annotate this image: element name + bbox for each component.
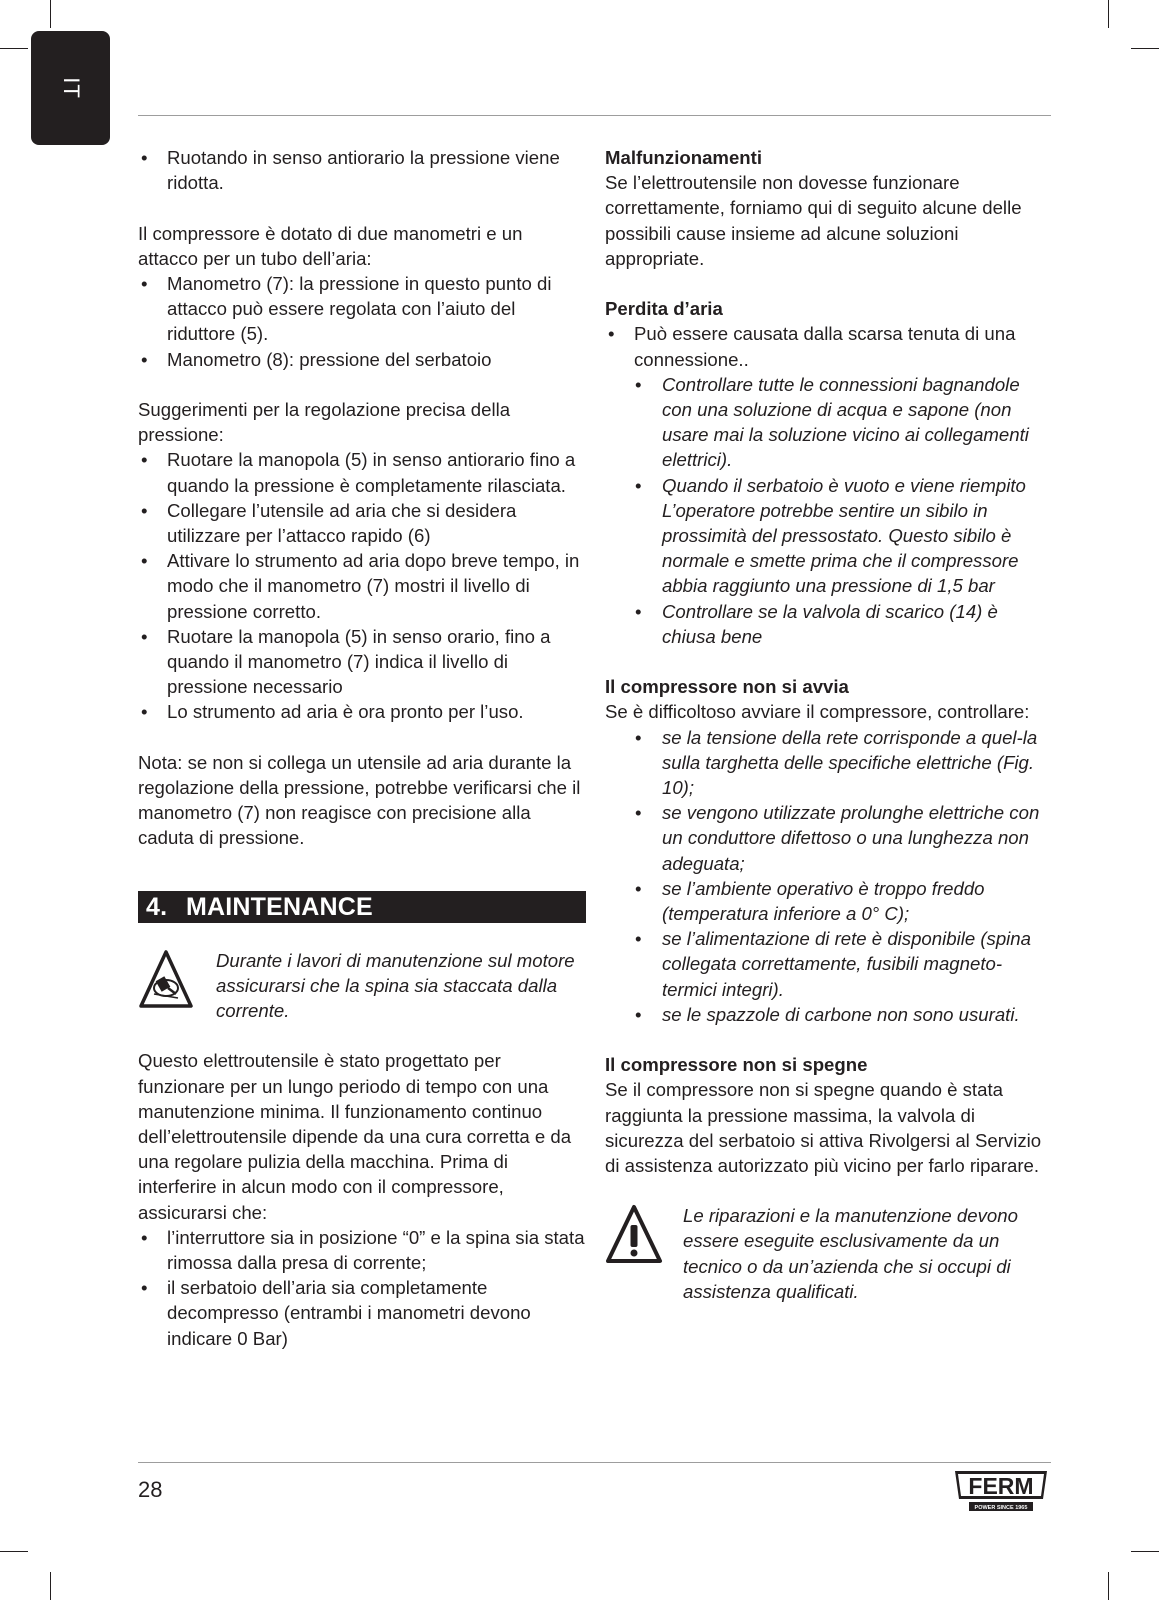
crop-mark — [0, 48, 28, 49]
no-start-sub-list — [605, 725, 1051, 1027]
tips-bullet-list — [138, 447, 586, 724]
crop-mark — [1108, 0, 1109, 28]
footer-rule — [138, 1462, 1051, 1463]
list-item: • se l’ambiente operativo è troppo freddo (temperatura inferiore a 0° C); — [605, 876, 1051, 926]
crop-mark — [1131, 48, 1159, 49]
list-item: • Collegare l’utensile ad aria che si desidera utilizzare per l’attacco rapido (6) — [138, 498, 586, 548]
air-leak-heading: Perdita d’aria — [605, 298, 723, 320]
list-item: • se l’alimentazione di rete è disponibile (spina collegata correttamente, fusibili magneto-termici integri). — [605, 926, 1051, 1002]
list-item: • Manometro (7): la pressione in questo punto di attacco può essere regolata con l’aiuto del riduttore (5). — [138, 271, 586, 347]
list-item: • Ruotare la manopola (5) in senso orario, fino a quando il manometro (7) indica il livello di pressione necessario — [138, 624, 586, 700]
list-item: • Ruotare la manopola (5) in senso antiorario fino a quando la pressione è completamente rilasciata. — [138, 447, 586, 497]
air-leak-list — [605, 321, 1051, 371]
unplug-warning-text: Durante i lavori di manutenzione sul motore assicurarsi che la spina sia staccata dalla corrente. — [216, 949, 575, 1022]
list-item: • se vengono utilizzate prolunghe elettriche con un conduttore difettoso o una lunghezza non adeguata; — [605, 800, 1051, 876]
list-item: • se le spazzole di carbone non sono usurati. — [605, 1002, 1051, 1027]
gauges-bullet-list — [138, 271, 586, 372]
no-stop-paragraph: Se il compressore non si spegne quando è stata raggiunta la pressione massima, la valvola di sicurezza del serbatoio si attiva Rivolgersi al Servizio di assistenza autorizzato più vicino per farlo riparare. — [605, 1079, 1042, 1177]
note-paragraph: Nota: se non si collega un utensile ad aria durante la regolazione della pressione, potrebbe verificarsi che il manometro (7) non reagisce con precisione alla caduta di pressione. — [138, 751, 581, 849]
header-rule — [138, 115, 1051, 116]
repair-warning-block — [605, 1203, 1051, 1304]
list-item: • Manometro (8): pressione del serbatoio — [138, 347, 586, 372]
maintenance-paragraph: Questo elettroutensile è stato progettato per funzionare per un lungo periodo di tempo con una manutenzione minima. Il funzionamento continuo dell’elettroutensile dipende da una cura corretta e da una regolare pulizia della macchina. Prima di interferire in alcun modo con il compressore, assicurarsi che: — [138, 1050, 572, 1223]
section-number: 4. — [146, 892, 168, 921]
list-item: • Controllare se la valvola di scarico (14) è chiusa bene — [605, 599, 1051, 649]
crop-mark — [1131, 1551, 1159, 1552]
gauges-intro: Il compressore è dotato di due manometri e un attacco per un tubo dell’aria: — [138, 222, 523, 269]
language-code: IT — [58, 77, 84, 99]
crop-mark — [50, 1572, 51, 1600]
ferm-logo — [951, 1467, 1051, 1513]
unplug-warning-block — [138, 948, 586, 1024]
tips-intro: Suggerimenti per la regolazione precisa della pressione: — [138, 399, 511, 446]
list-item: • Lo strumento ad aria è ora pronto per l’uso. — [138, 699, 586, 724]
no-stop-heading: Il compressore non si spegne — [605, 1054, 868, 1076]
list-item: • l’interruttore sia in posizione “0” e la spina sia stata rimossa dalla presa di corrente; — [138, 1225, 586, 1275]
list-item: • il serbatoio dell’aria sia completamente decompresso (entrambi i manometri devono indicare 0 Bar) — [138, 1275, 586, 1351]
maintenance-bullet-list — [138, 1225, 586, 1351]
exclamation-warning-icon — [605, 1203, 683, 1304]
list-item: • Può essere causata dalla scarsa tenuta di una connessione.. — [605, 321, 1051, 371]
section-heading — [138, 891, 586, 923]
list-item: • Controllare tutte le connessioni bagnandole con una soluzione di acqua e sapone (non usare mai la soluzione vicino ai collegamenti elettrici). — [605, 372, 1051, 473]
list-item: • Attivare lo strumento ad aria dopo breve tempo, in modo che il manometro (7) mostri il livello di pressione corretto. — [138, 548, 586, 624]
list-item: • Ruotando in senso antiorario la pressione viene ridotta. — [138, 145, 586, 195]
crop-mark — [50, 0, 51, 28]
logo-wordmark: FERM — [968, 1473, 1034, 1499]
intro-bullet-list — [138, 145, 586, 195]
page-number: 28 — [138, 1477, 163, 1502]
crop-mark — [0, 1551, 28, 1552]
air-leak-sub-list — [605, 372, 1051, 649]
logo-tagline: POWER SINCE 1965 — [974, 1505, 1028, 1511]
malfunctions-paragraph: Se l’elettroutensile non dovesse funzionare correttamente, forniamo qui di seguito alcune delle possibili cause insieme ad alcune soluzioni appropriate. — [605, 172, 1022, 269]
left-column — [138, 145, 586, 1351]
section-title: MAINTENANCE — [186, 892, 373, 921]
list-item: • se la tensione della rete corrisponde a quel-la sulla targhetta delle specifiche elettriche (Fig. 10); — [605, 725, 1051, 801]
list-item: • Quando il serbatoio è vuoto e viene riempito L’operatore potrebbe sentire un sibilo in prossimità del pressostato. Questo sibilo è normale e smette prima che il compressore abbia raggiunto una pressione di 1,5 bar — [605, 473, 1051, 599]
no-start-heading: Il compressore non si avvia — [605, 676, 849, 698]
malfunctions-heading: Malfunzionamenti — [605, 147, 763, 168]
no-start-paragraph: Se è difficoltoso avviare il compressore, controllare: — [605, 701, 1030, 723]
crop-mark — [1108, 1572, 1109, 1600]
unplug-warning-icon — [138, 948, 216, 1024]
repair-warning-text: Le riparazioni e la manutenzione devono essere eseguite esclusivamente da un tecnico o da un’azienda che si occupi di assistenza qualificati. — [683, 1205, 1018, 1302]
right-column — [605, 145, 1051, 1304]
language-tab — [31, 31, 110, 145]
